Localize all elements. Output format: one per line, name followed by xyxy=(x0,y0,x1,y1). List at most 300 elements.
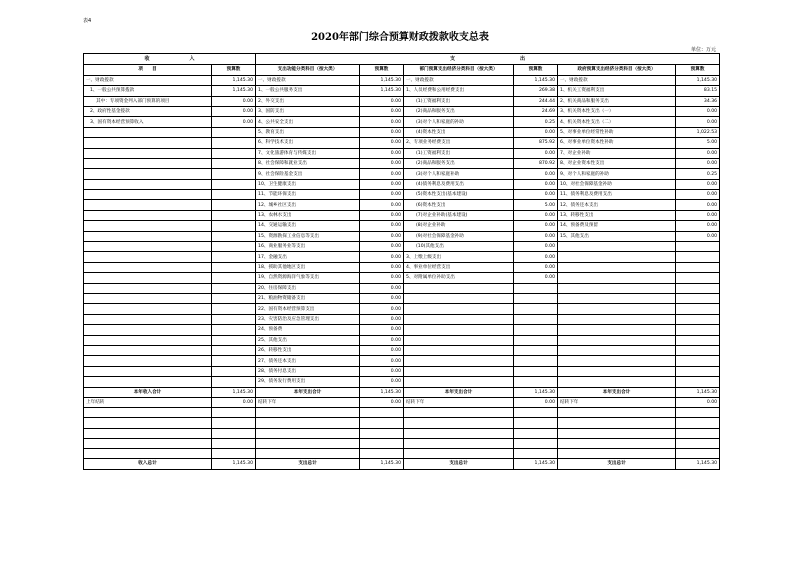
item-label xyxy=(84,158,212,168)
func-value: 0.00 xyxy=(360,148,404,158)
expense-grand-value: 1,145.30 xyxy=(360,459,404,469)
func-label: 25、其他支出 xyxy=(256,335,360,345)
gov-label: 2、机关商品和服务支出 xyxy=(558,96,676,106)
blank-row xyxy=(84,428,720,438)
gov-label: 13、转移性支出 xyxy=(558,210,676,220)
func-total-label: 本年支出合计 xyxy=(256,387,360,397)
func-value: 0.00 xyxy=(360,345,404,355)
func-value: 0.00 xyxy=(360,210,404,220)
item-label xyxy=(84,366,212,376)
dept-value: 24.69 xyxy=(514,106,558,116)
func-label: 28、债务付息支出 xyxy=(256,366,360,376)
dept-label: 3、上缴上级支出 xyxy=(404,252,514,262)
table-row xyxy=(84,169,720,179)
gov-label xyxy=(558,335,676,345)
gov-label xyxy=(558,356,676,366)
item-label xyxy=(84,252,212,262)
func-label: 10、卫生健康支出 xyxy=(256,179,360,189)
dept-value: 0.25 xyxy=(514,117,558,127)
item-label xyxy=(84,356,212,366)
col-header-budget: 预算数 xyxy=(676,65,720,76)
gov-label: 4、机关资本性支出（二） xyxy=(558,117,676,127)
dept-label xyxy=(404,325,514,335)
item-label xyxy=(84,231,212,241)
expense-grand-label: 支出总计 xyxy=(404,459,514,469)
func-value: 0.00 xyxy=(360,158,404,168)
item-value xyxy=(212,127,256,137)
item-label xyxy=(84,283,212,293)
dept-label xyxy=(404,283,514,293)
func-value: 1,145.30 xyxy=(360,86,404,96)
table-row xyxy=(84,262,720,272)
item-value: 0.00 xyxy=(212,106,256,116)
gov-value: 0.00 xyxy=(676,106,720,116)
table-row xyxy=(84,304,720,314)
func-label: 19、自然资源海洋气象等支出 xyxy=(256,273,360,283)
func-label: 4、公共安全支出 xyxy=(256,117,360,127)
func-label: 17、金融支出 xyxy=(256,252,360,262)
table-row xyxy=(84,117,720,127)
dept-label: (9)对社会保障基金补助 xyxy=(404,231,514,241)
dept-label xyxy=(404,356,514,366)
item-value xyxy=(212,262,256,272)
func-label: 21、粮油物资储备支出 xyxy=(256,294,360,304)
gov-label xyxy=(558,262,676,272)
gov-label xyxy=(558,377,676,387)
dept-value: 0.00 xyxy=(514,262,558,272)
item-value xyxy=(212,169,256,179)
func-label: 7、文化旅游体育与传媒支出 xyxy=(256,148,360,158)
func-label: 22、国有资本经营预算支出 xyxy=(256,304,360,314)
func-label: 6、科学技术支出 xyxy=(256,138,360,148)
item-value: 0.00 xyxy=(212,96,256,106)
dept-value: 0.00 xyxy=(514,242,558,252)
gov-value: 0.00 xyxy=(676,210,720,220)
dept-value: 0.00 xyxy=(514,169,558,179)
gov-value xyxy=(676,242,720,252)
table-row xyxy=(84,96,720,106)
expense-header: 支 出 xyxy=(256,54,720,65)
income-grand-value: 1,145.30 xyxy=(212,459,256,469)
dept-value xyxy=(514,356,558,366)
func-label: 1、一般公共服务支出 xyxy=(256,86,360,96)
gov-label xyxy=(558,294,676,304)
item-label: 一、财政拨款 xyxy=(84,75,212,85)
next-carryover-value: 0.00 xyxy=(514,397,558,407)
table-row xyxy=(84,273,720,283)
table-row xyxy=(84,314,720,324)
gov-label: 10、对社会保障基金补助 xyxy=(558,179,676,189)
next-carryover-label: 结转下年 xyxy=(404,397,514,407)
table-row xyxy=(84,190,720,200)
dept-value xyxy=(514,366,558,376)
income-total-value: 1,145.30 xyxy=(212,387,256,397)
dept-value xyxy=(514,283,558,293)
item-value xyxy=(212,231,256,241)
item-value: 0.00 xyxy=(212,117,256,127)
dept-label: (6)资本性支出 xyxy=(404,200,514,210)
gov-total-value: 1,145.30 xyxy=(676,387,720,397)
item-label xyxy=(84,304,212,314)
gov-label: 一、财政拨款 xyxy=(558,75,676,85)
dept-value: 0.00 xyxy=(514,148,558,158)
func-label: 23、灾害防治及应急管理支出 xyxy=(256,314,360,324)
dept-value: 244.44 xyxy=(514,96,558,106)
gov-label: 7、对企业补助 xyxy=(558,148,676,158)
item-value xyxy=(212,138,256,148)
table-row xyxy=(84,200,720,210)
gov-value xyxy=(676,273,720,283)
col-header-item: 项 目 xyxy=(84,65,212,76)
gov-label: 12、债务还本支出 xyxy=(558,200,676,210)
prev-carryover-label: 上年结转 xyxy=(84,397,212,407)
item-value xyxy=(212,283,256,293)
col-header-func: 支出功能分类科目（按大类） xyxy=(256,65,360,76)
item-label xyxy=(84,148,212,158)
totals-row xyxy=(84,387,720,397)
dept-value: 0.00 xyxy=(514,190,558,200)
func-value: 0.00 xyxy=(360,366,404,376)
item-label xyxy=(84,242,212,252)
dept-value: 0.00 xyxy=(514,231,558,241)
gov-value xyxy=(676,356,720,366)
gov-value: 0.00 xyxy=(676,179,720,189)
dept-value: 0.00 xyxy=(514,221,558,231)
table-row xyxy=(84,345,720,355)
dept-value: 870.92 xyxy=(514,158,558,168)
table-row xyxy=(84,86,720,96)
func-value: 0.00 xyxy=(360,262,404,272)
item-label xyxy=(84,335,212,345)
gov-value xyxy=(676,314,720,324)
func-label: 13、农林水支出 xyxy=(256,210,360,220)
item-label: 1、一般公共预算拨款 xyxy=(84,86,212,96)
gov-value: 0.25 xyxy=(676,169,720,179)
col-header-budget: 预算数 xyxy=(514,65,558,76)
func-value: 0.00 xyxy=(360,200,404,210)
gov-value xyxy=(676,325,720,335)
dept-label: (10)其他支出 xyxy=(404,242,514,252)
func-label: 27、债务还本支出 xyxy=(256,356,360,366)
item-value xyxy=(212,221,256,231)
dept-value: 0.00 xyxy=(514,252,558,262)
dept-value: 875.92 xyxy=(514,138,558,148)
header-row-columns xyxy=(84,65,720,76)
dept-value xyxy=(514,325,558,335)
func-label: 9、社会保险基金支出 xyxy=(256,169,360,179)
func-total-value: 1,145.30 xyxy=(360,387,404,397)
func-value: 0.00 xyxy=(360,283,404,293)
item-value xyxy=(212,148,256,158)
dept-label: (7)对企业补助(基本建设) xyxy=(404,210,514,220)
col-header-budget: 预算数 xyxy=(212,65,256,76)
dept-value: 269.38 xyxy=(514,86,558,96)
gov-value xyxy=(676,262,720,272)
item-label xyxy=(84,262,212,272)
gov-label: 1、机关工资福利支出 xyxy=(558,86,676,96)
gov-label: 14、预备费及预留 xyxy=(558,221,676,231)
func-label: 26、转移性支出 xyxy=(256,345,360,355)
dept-value xyxy=(514,294,558,304)
prev-carryover-value: 0.00 xyxy=(212,397,256,407)
gov-label: 3、机关资本性支出（一） xyxy=(558,106,676,116)
dept-value: 0.00 xyxy=(514,127,558,137)
func-value: 0.00 xyxy=(360,127,404,137)
gov-value xyxy=(676,366,720,376)
gov-label: 6、对事业单位资本性补助 xyxy=(558,138,676,148)
dept-label: (3)对个人和家庭的补助 xyxy=(404,117,514,127)
item-value xyxy=(212,200,256,210)
col-header-dept: 部门预算支出经济分类科目（按大类） xyxy=(404,65,514,76)
table-row xyxy=(84,221,720,231)
dept-value: 5.00 xyxy=(514,200,558,210)
dept-label: (2)商品和服务支出 xyxy=(404,106,514,116)
table-row xyxy=(84,158,720,168)
gov-value: 1,145.30 xyxy=(676,75,720,85)
blank-row xyxy=(84,418,720,428)
func-value: 0.00 xyxy=(360,325,404,335)
table-body xyxy=(84,54,720,388)
func-value: 0.00 xyxy=(360,190,404,200)
item-value xyxy=(212,242,256,252)
func-label: 29、债务发行费用支出 xyxy=(256,377,360,387)
gov-label xyxy=(558,314,676,324)
func-value: 0.00 xyxy=(360,221,404,231)
col-header-budget: 预算数 xyxy=(360,65,404,76)
item-value xyxy=(212,335,256,345)
gov-label xyxy=(558,304,676,314)
gov-label: 8、对企业资本性支出 xyxy=(558,158,676,168)
dept-label: (4)债务利息及费用支出 xyxy=(404,179,514,189)
func-value: 0.00 xyxy=(360,335,404,345)
item-value xyxy=(212,345,256,355)
dept-label: (8)对企业补助 xyxy=(404,221,514,231)
dept-label: 2、专项业务经费支出 xyxy=(404,138,514,148)
next-carryover-value: 0.00 xyxy=(676,397,720,407)
income-total-label: 本年收入合计 xyxy=(84,387,212,397)
dept-label: (3)对个人和家庭补助 xyxy=(404,169,514,179)
dept-label: 4、事业单位经营支出 xyxy=(404,262,514,272)
table-row xyxy=(84,377,720,387)
item-label xyxy=(84,294,212,304)
table-row xyxy=(84,366,720,376)
item-value xyxy=(212,325,256,335)
gov-value: 0.00 xyxy=(676,148,720,158)
item-value xyxy=(212,158,256,168)
item-value: 1,145.30 xyxy=(212,75,256,85)
dept-value xyxy=(514,377,558,387)
gov-value: 0.00 xyxy=(676,221,720,231)
func-label: 24、预备费 xyxy=(256,325,360,335)
blank-row xyxy=(84,438,720,448)
table-footer xyxy=(84,387,720,469)
item-label xyxy=(84,377,212,387)
func-label: 18、援助其他地区支出 xyxy=(256,262,360,272)
item-value xyxy=(212,356,256,366)
dept-label xyxy=(404,314,514,324)
func-value: 0.00 xyxy=(360,179,404,189)
carryover-row xyxy=(84,397,720,407)
item-value xyxy=(212,252,256,262)
item-label xyxy=(84,179,212,189)
table-row xyxy=(84,283,720,293)
gov-value xyxy=(676,345,720,355)
dept-value: 0.00 xyxy=(514,179,558,189)
table-row xyxy=(84,210,720,220)
item-label: 其中：专项资金列入部门预算的项目 xyxy=(84,96,212,106)
gov-value: 0.00 xyxy=(676,158,720,168)
func-value: 1,145.30 xyxy=(360,75,404,85)
dept-total-value: 1,145.30 xyxy=(514,387,558,397)
gov-label xyxy=(558,366,676,376)
col-header-gov: 政府预算支出经济分类科目（按大类） xyxy=(558,65,676,76)
gov-value: 0.00 xyxy=(676,117,720,127)
dept-label: 5、对附属单位补助支出 xyxy=(404,273,514,283)
income-header: 收 入 xyxy=(84,54,256,65)
item-value xyxy=(212,294,256,304)
gov-value xyxy=(676,335,720,345)
gov-label xyxy=(558,273,676,283)
dept-value xyxy=(514,335,558,345)
func-label: 14、交通运输支出 xyxy=(256,221,360,231)
func-label: 3、国防支出 xyxy=(256,106,360,116)
dept-total-label: 本年支出合计 xyxy=(404,387,514,397)
gov-value: 0.00 xyxy=(676,200,720,210)
unit-label: 单位：万元 xyxy=(690,47,716,53)
table-row xyxy=(84,138,720,148)
func-label: 一、财政拨款 xyxy=(256,75,360,85)
dept-label: (4)资本性支出 xyxy=(404,127,514,137)
table-row xyxy=(84,252,720,262)
table-row xyxy=(84,356,720,366)
func-value: 0.00 xyxy=(360,377,404,387)
func-value: 0.00 xyxy=(360,138,404,148)
gov-value: 1,022.53 xyxy=(676,127,720,137)
gov-label: 11、债务利息及费用支出 xyxy=(558,190,676,200)
next-carryover-label: 结转下年 xyxy=(256,397,360,407)
gov-label: 9、对个人和家庭的补助 xyxy=(558,169,676,179)
dept-label xyxy=(404,294,514,304)
item-label xyxy=(84,169,212,179)
func-label: 15、资源勘探工业信息等支出 xyxy=(256,231,360,241)
dept-label xyxy=(404,304,514,314)
item-value xyxy=(212,190,256,200)
dept-value: 0.00 xyxy=(514,273,558,283)
dept-value xyxy=(514,304,558,314)
item-value xyxy=(212,179,256,189)
gov-value: 0.00 xyxy=(676,231,720,241)
next-carryover-label: 结转下年 xyxy=(558,397,676,407)
func-value: 0.00 xyxy=(360,106,404,116)
gov-value xyxy=(676,252,720,262)
expense-grand-value: 1,145.30 xyxy=(676,459,720,469)
expense-grand-label: 支出总计 xyxy=(256,459,360,469)
dept-label xyxy=(404,377,514,387)
item-label: 2、政府性基金拨款 xyxy=(84,106,212,116)
gov-value xyxy=(676,377,720,387)
dept-label: 1、人员经费和公用经费支出 xyxy=(404,86,514,96)
dept-label: (1)工资福利支出 xyxy=(404,96,514,106)
gov-value xyxy=(676,294,720,304)
func-value: 0.00 xyxy=(360,304,404,314)
income-grand-label: 收入总计 xyxy=(84,459,212,469)
dept-label: (1)工资福利支出 xyxy=(404,148,514,158)
gov-value: 0.00 xyxy=(676,190,720,200)
func-label: 8、社会保障和就业支出 xyxy=(256,158,360,168)
func-value: 0.00 xyxy=(360,231,404,241)
item-label: 3、国有资本经营预算收入 xyxy=(84,117,212,127)
next-carryover-value: 0.00 xyxy=(360,397,404,407)
gov-value: 5.00 xyxy=(676,138,720,148)
func-value: 0.00 xyxy=(360,117,404,127)
item-label xyxy=(84,138,212,148)
item-value xyxy=(212,210,256,220)
table-row xyxy=(84,179,720,189)
func-label: 11、节能环保支出 xyxy=(256,190,360,200)
expense-grand-label: 支出总计 xyxy=(558,459,676,469)
func-value: 0.00 xyxy=(360,242,404,252)
item-value xyxy=(212,377,256,387)
blank-row xyxy=(84,408,720,418)
blank-row xyxy=(84,449,720,459)
table-row xyxy=(84,127,720,137)
item-label xyxy=(84,325,212,335)
func-label: 12、城乡社区支出 xyxy=(256,200,360,210)
item-value xyxy=(212,366,256,376)
gov-label xyxy=(558,325,676,335)
item-value xyxy=(212,314,256,324)
page-title: 2020年部门综合预算财政拨款收支总表 xyxy=(311,32,489,43)
table-row xyxy=(84,325,720,335)
item-value xyxy=(212,304,256,314)
expense-grand-value: 1,145.30 xyxy=(514,459,558,469)
gov-label xyxy=(558,283,676,293)
table-row xyxy=(84,294,720,304)
dept-value: 0.00 xyxy=(514,210,558,220)
func-value: 0.00 xyxy=(360,314,404,324)
table-row xyxy=(84,106,720,116)
item-label xyxy=(84,314,212,324)
func-label: 2、外交支出 xyxy=(256,96,360,106)
dept-label: 一、财政拨款 xyxy=(404,75,514,85)
gov-value: 83.15 xyxy=(676,86,720,96)
sheet-number: 表4 xyxy=(83,18,92,24)
grand-total-row xyxy=(84,459,720,469)
gov-label xyxy=(558,252,676,262)
dept-value: 1,145.30 xyxy=(514,75,558,85)
item-label xyxy=(84,210,212,220)
table-row xyxy=(84,75,720,85)
gov-total-label: 本年支出合计 xyxy=(558,387,676,397)
table-row xyxy=(84,231,720,241)
func-value: 0.00 xyxy=(360,96,404,106)
gov-label xyxy=(558,242,676,252)
func-label: 20、住房保障支出 xyxy=(256,283,360,293)
table-row xyxy=(84,242,720,252)
func-value: 0.00 xyxy=(360,356,404,366)
func-value: 0.00 xyxy=(360,273,404,283)
budget-table xyxy=(83,53,720,470)
dept-value xyxy=(514,314,558,324)
func-value: 0.00 xyxy=(360,252,404,262)
table-row xyxy=(84,335,720,345)
item-label xyxy=(84,345,212,355)
func-label: 5、教育支出 xyxy=(256,127,360,137)
gov-value xyxy=(676,304,720,314)
gov-label xyxy=(558,345,676,355)
dept-value xyxy=(514,345,558,355)
item-label xyxy=(84,190,212,200)
